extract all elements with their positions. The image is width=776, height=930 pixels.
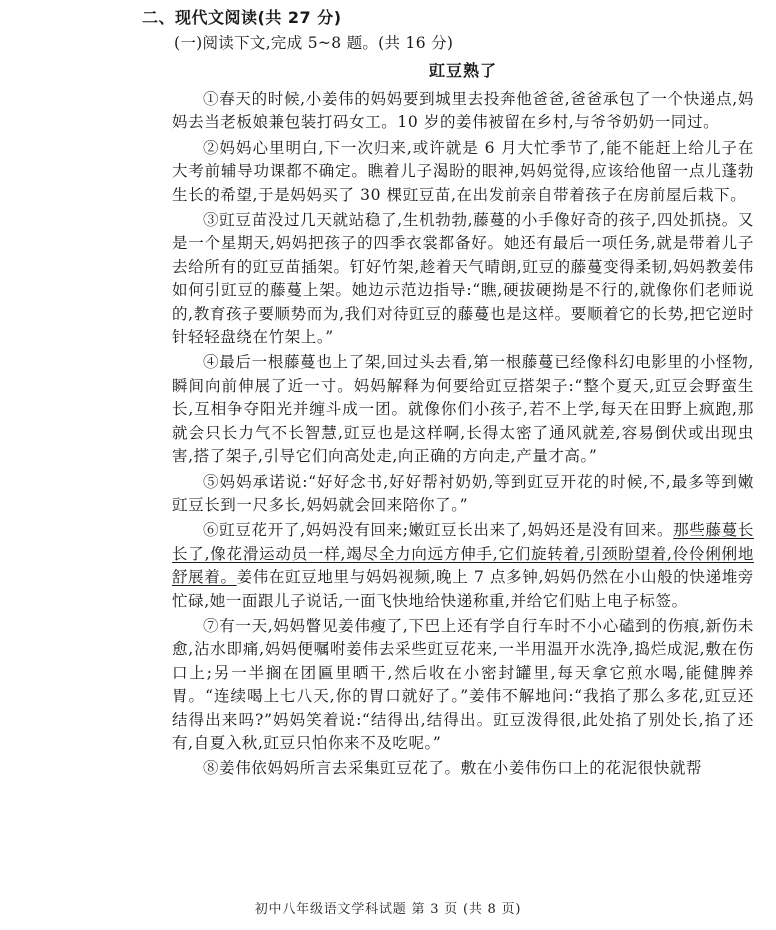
reading-instructions: (一)阅读下文,完成 5~8 题。(共 16 分) — [174, 34, 454, 52]
paragraph-3: ③豇豆苗没过几天就站稳了,生机勃勃,藤蔓的小手像好奇的孩子,四处抓挠。又是一个星期天,妈妈把孩子的四季衣裳都备好。她还有最后一项任务,就是带着儿子去给所有的豇豆苗插架。钉好竹架,趁着天气晴朗,豇豆的藤蔓变得柔韧,妈妈教姜伟如何引豇豆的藤蔓上架。她边示范边指导:“瞧,硬拔硬拗是不行的,就像你们老师说的,教育孩子要顺势而为,我们对待豇豆的藤蔓也是这样。要顺着它的长势,把它逆时针轻轻盘绕在竹架上。” — [172, 211, 754, 347]
section-heading: 二、现代文阅读(共 27 分) — [142, 8, 342, 27]
paragraph-6-start: ⑥豇豆花开了,妈妈没有回来;嫩豇豆长出来了,妈妈还是没有回来。 — [203, 521, 674, 540]
paragraph-5: ⑤妈妈承诺说:“好好念书,好好帮衬奶奶,等到豇豆开花的时候,不,最多等到嫩豇豆长到一尺多长,妈妈就会回来陪你了。” — [172, 472, 754, 514]
paragraph-7: ⑦有一天,妈妈瞥见姜伟瘦了,下巴上还有学自行车时不小心磕到的伤痕,新伤未愈,沾水即痛,妈妈便嘱咐姜伟去采些豇豆花来,一半用温开水洗净,捣烂成泥,敷在伤口上;另一半搁在团匾里晒干,然后收在小密封罐里,每天拿它煎水喝,能健脾养胃。“连续喝上七八天,你的胃口就好了。”姜伟不解地问:“我掐了那么多花,豇豆还结得出来吗?”妈妈笑着说:“结得出,结得出。豇豆泼得很,此处掐了别处长,掐了还有,自夏入秋,豇豆只怕你来不及吃呢。” — [172, 616, 754, 752]
paragraph-8: ⑧姜伟依妈妈所言去采集豇豆花了。敷在小姜伟伤口上的花泥很快就帮 — [203, 759, 703, 778]
paragraph-2: ②妈妈心里明白,下一次归来,或许就是 6 月大忙季节了,能不能赶上给儿子在大考前辅导功课都不确定。瞧着儿子渴盼的眼神,妈妈觉得,应该给他留一点儿蓬勃生长的希望,于是妈妈买了 30 棵豇豆苗,在出发前亲自带着孩子在房前屋后栽下。 — [172, 138, 754, 204]
paragraph-4: ④最后一根藤蔓也上了架,回过头去看,第一根藤蔓已经像科幻电影里的小怪物,瞬间向前伸展了近一寸。妈妈解释为何要给豇豆搭架子:“整个夏天,豇豆会野蛮生长,互相争夺阳光并缠斗成一团。就像你们小孩子,若不上学,每天在田野上疯跑,那就会只长力气不长智慧,豇豆也是这样啊,长得太密了通风就差,容易倒伏或出现虫害,搭了架子,引导它们向高处走,向正确的方向走,产量才高。” — [172, 353, 754, 466]
paragraph-6 — [172, 519, 754, 613]
paragraph-6-end: 姜伟在豇豆地里与妈妈视频,晚上 7 点多钟,妈妈仍然在小山般的快递堆旁忙碌,她一面跟儿子说话,一面飞快地给快递称重,并给它们贴上电子标签。 — [172, 568, 754, 610]
article-title: 豇豆熟了 — [428, 61, 497, 80]
underlined-sentence: 那些藤蔓长长了,像花滑运动员一样,竭尽全力向远方伸手,它们旋转着,引颈盼望着,伶伶俐俐地舒展着。 — [172, 521, 754, 587]
page-footer: 初中八年级语文学科试题 第 3 页 (共 8 页) — [254, 902, 522, 917]
paragraph-1: ①春天的时候,小姜伟的妈妈要到城里去投奔他爸爸,爸爸承包了一个快递点,妈妈去当老板娘兼包装打码女工。10 岁的姜伟被留在乡村,与爷爷奶奶一同过。 — [172, 90, 754, 132]
